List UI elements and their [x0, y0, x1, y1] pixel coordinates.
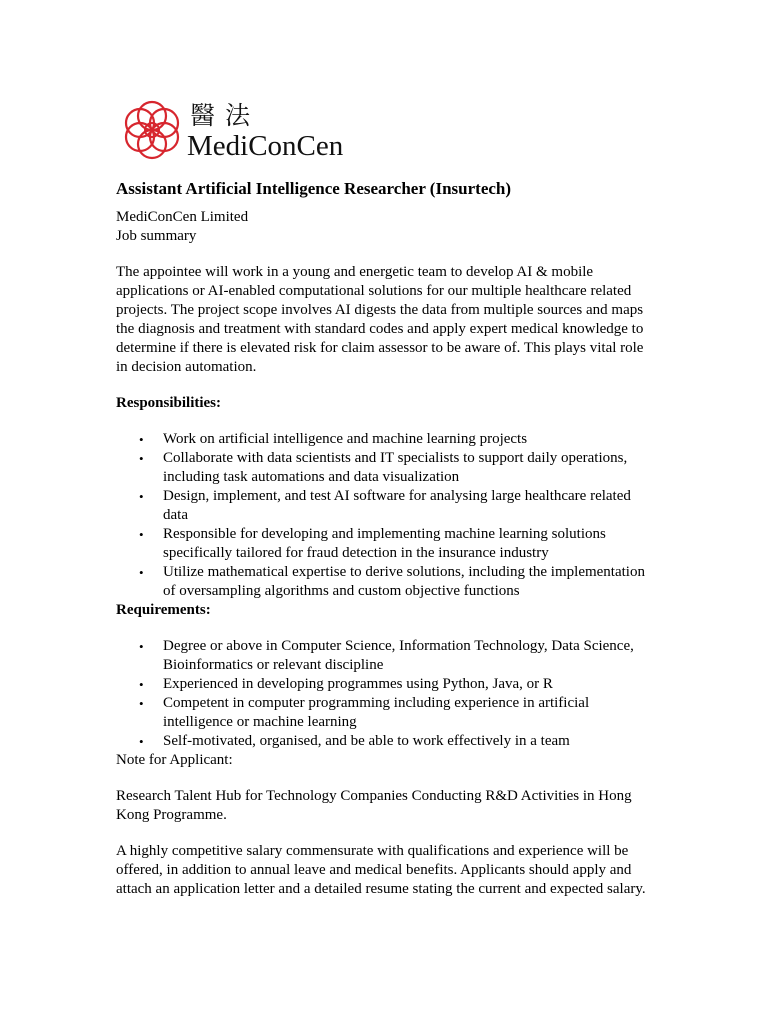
closing-text: A highly competitive salary commensurate with qualifications and experience will be offered, in addition to annual leave and medical benefits. Applicants should apply and attach an application letter and a detailed resume stating the current and expected salary.	[116, 843, 646, 897]
company-name: MediConCen Limited	[116, 209, 249, 225]
job-title: Assistant Artificial Intelligence Researcher (Insurtech)	[116, 179, 512, 198]
programme-text: Research Talent Hub for Technology Companies Conducting R&D Activities in Hong Kong Programme.	[116, 788, 632, 823]
list-item: • Responsible for developing and implementing machine learning solutions specifically tailored for fraud detection in the insurance industry	[116, 525, 656, 563]
logo-chinese-characters: 醫法	[190, 101, 261, 130]
requirements-heading: Requirements:	[116, 602, 211, 618]
responsibilities-list	[116, 430, 656, 601]
job-summary-label: Job summary	[116, 228, 197, 244]
list-item: • Degree or above in Computer Science, Information Technology, Data Science, Bioinformatics or relevant discipline	[116, 637, 656, 675]
responsibilities-heading: Responsibilities:	[116, 395, 222, 411]
company-logo	[118, 96, 358, 166]
job-summary-text: The appointee will work in a young and energetic team to develop AI & mobile applications or AI-enabled computational solutions for our multiple healthcare related projects. The project scope involves AI digests the data from multiple sources and maps the diagnosis and treatment with standard codes and apply expert medical knowledge to determine if there is elevated risk for claim assessor to be aware of. This plays vital role in decision automation.	[116, 264, 644, 375]
list-item: • Utilize mathematical expertise to derive solutions, including the implementation of oversampling algorithms and custom objective functions	[116, 563, 656, 601]
note-for-applicant-label: Note for Applicant:	[116, 752, 233, 768]
requirements-list	[116, 637, 656, 751]
logo-wordmark: MediConCen	[187, 130, 344, 162]
list-item: • Collaborate with data scientists and IT specialists to support daily operations, including task automations and data visualization	[116, 449, 656, 487]
list-item: • Work on artificial intelligence and machine learning projects	[116, 430, 656, 449]
list-item: • Competent in computer programming including experience in artificial intelligence or machine learning	[116, 694, 656, 732]
document-body	[116, 178, 656, 899]
list-item: • Experienced in developing programmes using Python, Java, or R	[116, 675, 656, 694]
list-item: • Self-motivated, organised, and be able to work effectively in a team	[116, 732, 656, 751]
list-item: • Design, implement, and test AI software for analysing large healthcare related data	[116, 487, 656, 525]
mediconcen-logo-mark	[118, 96, 186, 164]
